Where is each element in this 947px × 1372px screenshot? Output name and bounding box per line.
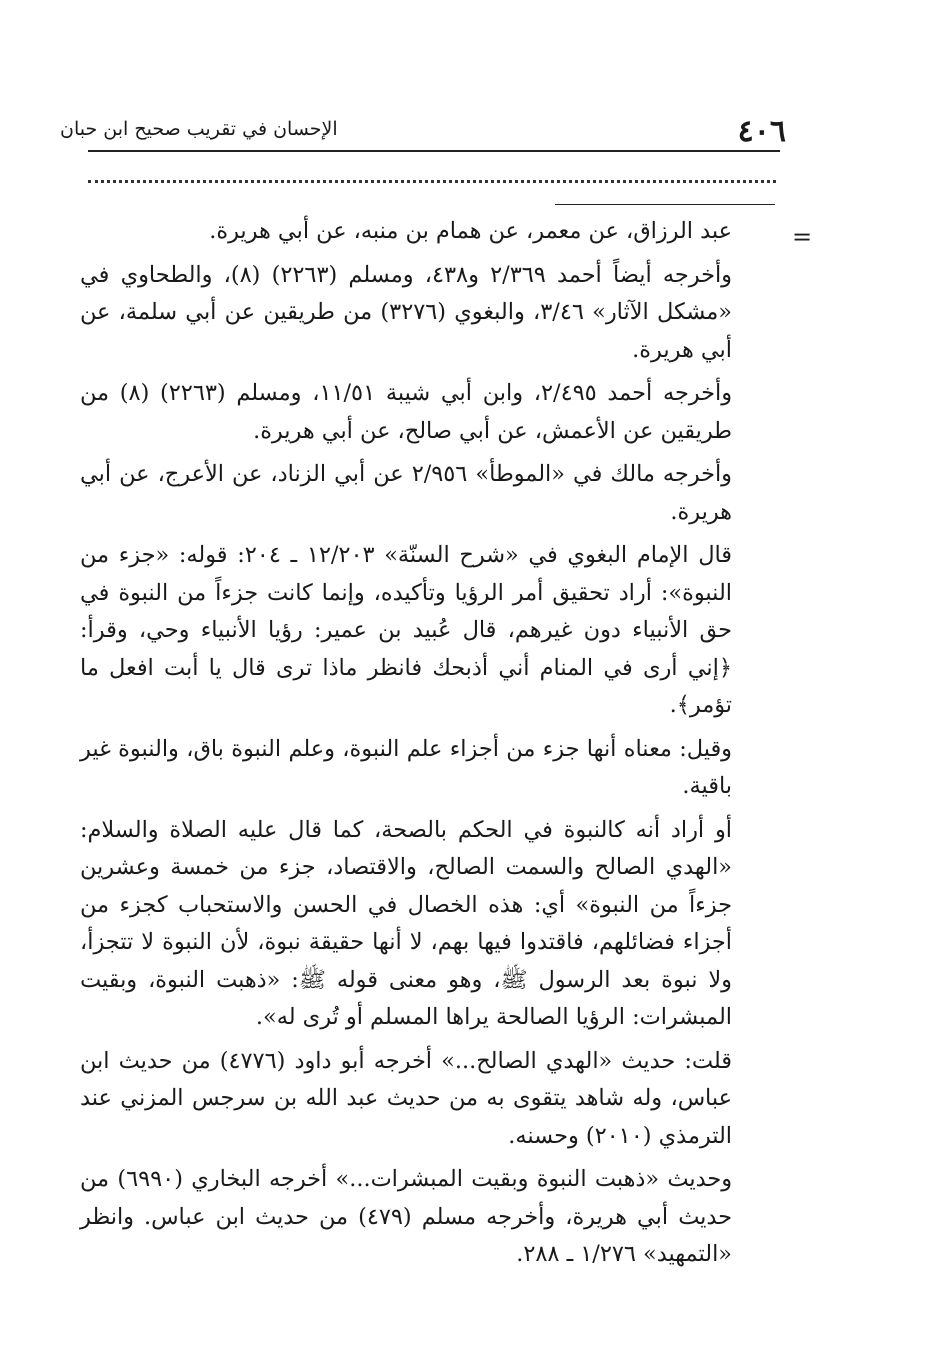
header-rule xyxy=(88,150,780,152)
footnote-paragraph-2: وأخرجه أيضاً أحمد ٢/٣٦٩ و٤٣٨، ومسلم (٢٢٦٣) (٨)، والطحاوي في «مشكل الآثار» ٣/٤٦، والبغوي (٣٢٧٦) من طريقين عن أبي سلمة، عن أبي هريرة. xyxy=(80,261,732,363)
footnote-paragraph-5: قال الإمام البغوي في «شرح السنّة» ١٢/٢٠٣ ـ ٢٠٤: قوله: «جزء من النبوة»: أراد تحقيق أمر الرؤيا وتأكيده، وإنما كانت جزءاً من النبوة في حق الأنبياء دون غيرهم، قال عُبيد بن عمير: رؤيا الأنبياء وحي، وقرأ: ﴿إني أرى في المنام أني أذبحك فانظر ماذا ترى قال يا أبت افعل ما تؤمر﴾. xyxy=(80,542,732,718)
footnote-rule xyxy=(555,204,775,205)
footnote-paragraph-6: وقيل: معناه أنها جزء من أجزاء علم النبوة، وعلم النبوة باق، والنبوة غير باقية. xyxy=(80,735,732,799)
page-number: ٤٠٦ xyxy=(737,114,786,149)
footnote-paragraph-4: وأخرجه مالك في «الموطأ» ٢/٩٥٦ عن أبي الزناد، عن الأعرج، عن أبي هريرة. xyxy=(80,461,732,525)
footnote-paragraph-1: عبد الرزاق، عن معمر، عن همام بن منبه، عن أبي هريرة. xyxy=(209,218,732,244)
running-title: الإحسان في تقريب صحيح ابن حبان xyxy=(60,118,338,140)
footnote-paragraph-3: وأخرجه أحمد ٢/٤٩٥، وابن أبي شيبة ١١/٥١، ومسلم (٢٢٦٣) (٨) من طريقين عن الأعمش، عن أبي صالح، عن أبي هريرة. xyxy=(80,380,733,444)
footnote-paragraph-8: قلت: حديث «الهدي الصالح...» أخرجه أبو داود (٤٧٧٦) من حديث ابن عباس، وله شاهد يتقوى به من حديث عبد الله بن سرجس المزني عند الترمذي (٢٠١٠) وحسنه. xyxy=(80,1047,732,1149)
dotted-separator xyxy=(88,180,776,183)
footnote-paragraph-9: وحديث «ذهبت النبوة وبقيت المبشرات...» أخرجه البخاري (٦٩٩٠) من حديث أبي هريرة، وأخرجه مسلم (٤٧٩) من حديث ابن عباس. وانظر «التمهيد» ١/٢٧٦ ـ ٢٨٨. xyxy=(80,1166,733,1267)
footnote-paragraph-7: أو أراد أنه كالنبوة في الحكم بالصحة، كما قال عليه الصلاة والسلام: «الهدي الصالح والسمت الصالح، والاقتصاد، جزء من خمسة وعشرين جزءاً من النبوة» أي: هذه الخصال في الحسن والاستحباب كجزء من أجزاء فضائلهم، فاقتدوا فيها بهم، لا أنها حقيقة نبوة، لأن النبوة لا تتجزأ، ولا نبوة بعد الرسول ﷺ، وهو معنى قوله ﷺ: «ذهبت النبوة، وبقيت المبشرات: الرؤيا الصالحة يراها المسلم أو تُرى له». xyxy=(80,816,732,1030)
footnote-body xyxy=(80,213,732,1274)
footnote-continuation-mark: = xyxy=(791,223,813,251)
